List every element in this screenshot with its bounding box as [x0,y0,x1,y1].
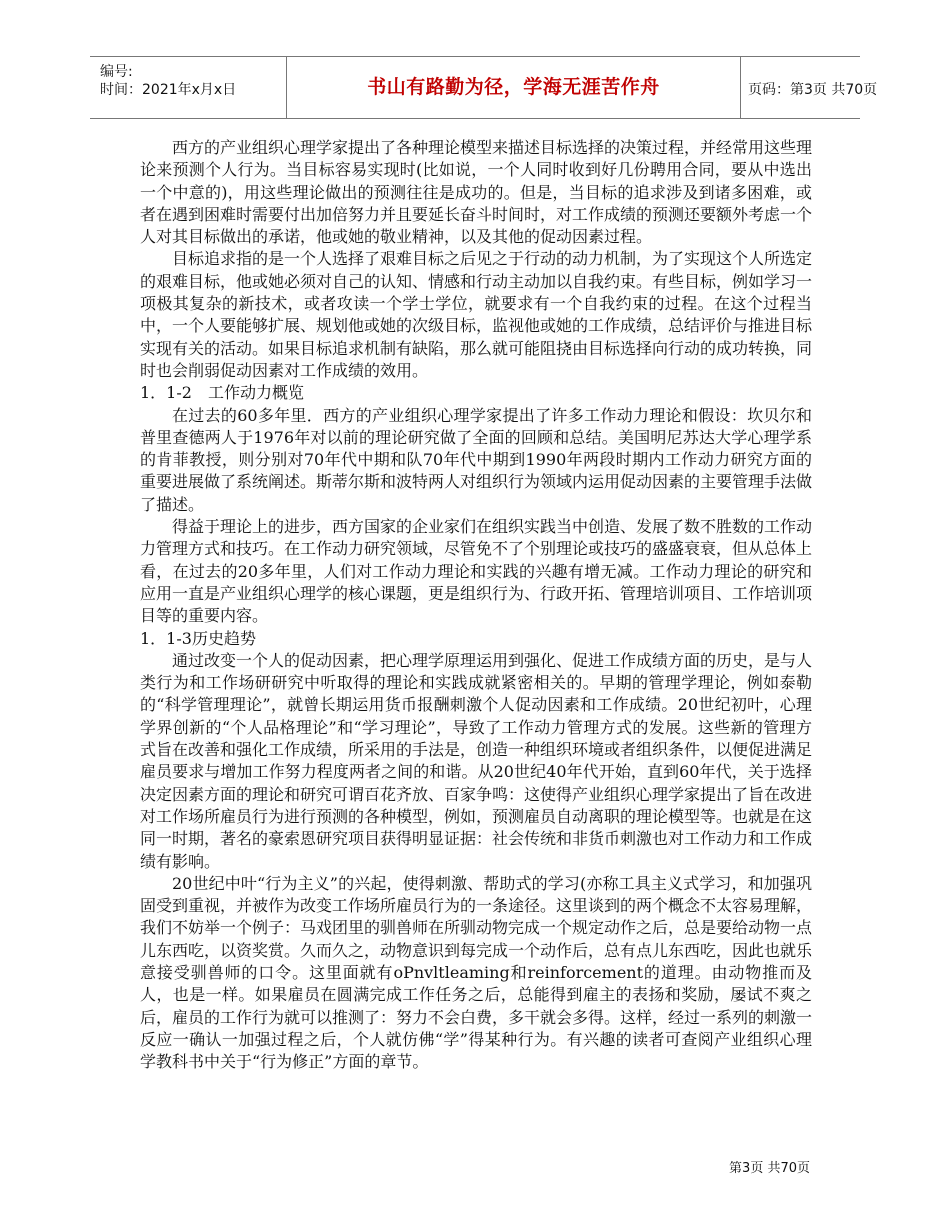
section-heading-history: 1．1-3历史趋势 [140,628,256,648]
document-number-label: 编号: [100,64,133,80]
paragraph-behaviorism: 20世纪中叶“行为主义”的兴起，使得刺激、帮助式的学习(亦称工具主义式学习，和加强巩固受到重视，并被作为改变工作场所雇员行为的一条途径。这里谈到的两个概念不太容易理解，我们不妨举一个例子：马戏团里的驯兽师在所驯动物完成一个规定动作之后，总是要给动物一点儿东西吃，以资奖赏。久而久之，动物意识到每完成一个动作后，总有点儿东西吃，因此也就乐意接受驯兽师的口令。这里面就有oPnvltleaming和reinforcement的道理。由动物推而及人，也是一样。如果雇员在圆满完成工作任务之后，总能得到雇主的表扬和奖励，屡试不爽之后，雇员的工作行为就可以推测了：努力不会白费，多干就会多得。这样，经过一系列的刺激一反应一确认一加强过程之后，个人就仿佛“学”得某种行为。有兴趣的读者可查阅产业组织心理学教科书中关于“行为修正”方面的章节。 [140,873,813,1072]
header-meta-cell [90,57,286,118]
paragraph-theory-review: 在过去的60多年里．西方的产业组织心理学家提出了许多工作动力理论和假设：坎贝尔和普里查德两人于1976年对以前的理论研究做了全面的回顾和总结。美国明尼苏达大学心理学系的肯菲教授，则分别对70年代中期和队70年代中期到1990年两段时期内工作动力研究方面的重要进展做了系统阐述。斯蒂尔斯和波特两人对组织行为领域内运用促动因素的主要管理手法做了描述。 [140,405,813,514]
page-footer: 第3页 共70页 [729,1161,810,1176]
paragraph-goal-selection: 西方的产业组织心理学家提出了各种理论模型来描述目标选择的决策过程，并经常用这些理论来预测个人行为。当目标容易实现时(比如说，一个人同时收到好几份聘用合同，要从中选出一个中意的)，用这些理论做出的预测往往是成功的。但是，当目标的追求涉及到诸多困难，或者在遇到困难时需要付出加倍努力并且要延长奋斗时间时，对工作成绩的预测还要额外考虑一个人对其目标做出的承诺，他或她的敬业精神，以及其他的促动因素过程。 [140,138,813,247]
paragraph-goal-pursuit: 目标追求指的是一个人选择了艰难目标之后见之于行动的动力机制，为了实现这个人所选定的艰难目标，他或她必须对自己的认知、情感和行动主动加以自我约束。有些目标，例如学习一项极其复杂的新技术，或者攻读一个学士学位，就要求有一个自我约束的过程。在这个过程当中，一个人要能够扩展、规划他或她的次级目标，监视他或她的工作成绩，总结评价与推进目标实现有关的活动。如果目标追求机制有缺陷，那么就可能阻挠由目标选择向行动的成功转换，同时也会削弱促动因素对工作成绩的效用。 [140,249,813,380]
paragraph-history: 通过改变一个人的促动因素，把心理学原理运用到强化、促进工作成绩方面的历史，是与人类行为和工作场研研究中听取得的理论和实践成就紧密相关的。早期的管理学理论，例如泰勒的“科学管理理论”，就曾长期运用货币报酬刺激个人促动因素和工作成绩。20世纪初叶，心理学界创新的“个人品格理论”和“学习理论”，导致了工作动力管理方式的发展。这些新的管理方式旨在改善和强化工作成绩，所采用的手法是，创造一种组织环境或者组织条件，以便促进满足雇员要求与增加工作努力程度两者之间的和谐。从20世纪40年代开始，直到60年代，关于选择决定因素方面的理论和研究可谓百花齐放、百家争鸣：这使得产业组织心理学家提出了旨在改进对工作场所雇员行为进行预测的各种模型，例如，预测雇员自动离职的理论模型等。也就是在这同一时期，著名的豪索恩研究项目获得明显证据：社会传统和非货币刺激也对工作动力和工作成绩有影响。 [140,650,813,871]
document-time: 时间：2021年x月x日 [100,82,237,98]
header-motto: 书山有路勤为径，学海无涯苦作舟 [367,76,660,98]
header-page-code: 页码：第3页 共70页 [748,82,878,98]
header-motto-cell [286,57,741,118]
header-page-cell [740,57,878,118]
document-body [140,137,812,1073]
page-header [90,56,878,119]
section-heading-overview: 1．1-2 工作动力概览 [140,383,304,403]
paragraph-practice: 得益于理论上的进步，西方国家的企业家们在组织实践当中创造、发展了数不胜数的工作动力管理方式和技巧。在工作动力研究领域，尽管免不了个别理论或技巧的盛盛衰衰，但从总体上看，在过去的20多年里，人们对工作动力理论和实践的兴趣有增无减。工作动力理论的研究和应用一直是产业组织心理学的核心课题，更是组织行为、行政开拓、管理培训项目、工作培训项目等的重要内容。 [140,517,813,626]
